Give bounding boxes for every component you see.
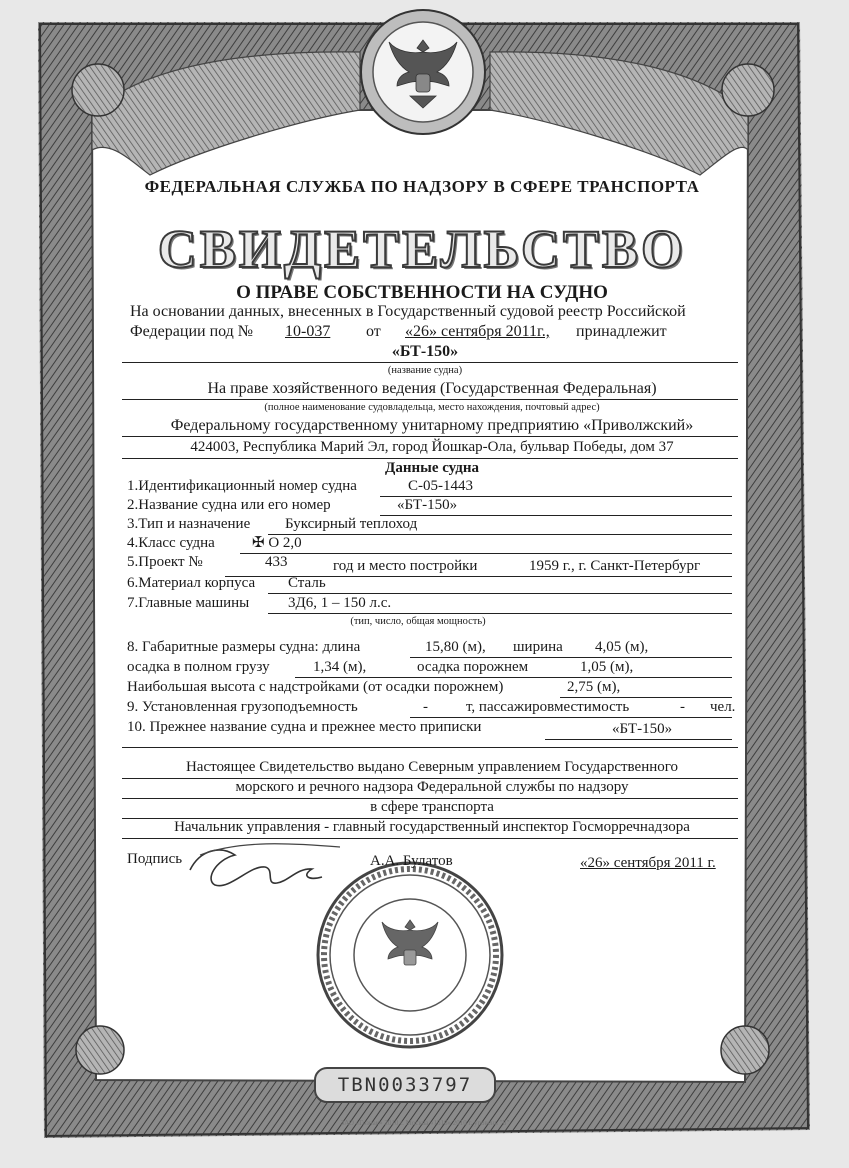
dimensions-underline xyxy=(410,657,732,658)
height-value: 2,75 (м), xyxy=(567,679,621,695)
issued-line-2: морского и речного надзора Федеральной службы по надзору xyxy=(235,779,629,795)
capacity-underline xyxy=(410,717,732,718)
hull-label: 6.Материал корпуса xyxy=(127,575,256,591)
height-underline xyxy=(560,697,732,698)
owner-line-2: Федеральному государственному унитарному предприятию «Приволжский» xyxy=(170,417,694,434)
tonnage-value: - xyxy=(423,699,428,715)
name-value: «БТ-150» xyxy=(397,497,458,513)
name-label: 2.Название судна или его номер xyxy=(127,497,331,513)
serial-number: TBN0033797 xyxy=(337,1074,473,1096)
engines-caption: (тип, число, общая мощность) xyxy=(350,616,486,627)
height-label: Наибольшая высота с надстройками (от осадки порожнем) xyxy=(127,679,504,695)
ship-name-caption: (название судна) xyxy=(387,365,463,376)
separator-line xyxy=(122,747,738,748)
engines-underline xyxy=(268,613,732,614)
draft-empty-label: осадка порожнем xyxy=(417,659,529,675)
position-title: Начальник управления - главный государственный инспектор Госморречнадзора xyxy=(174,819,690,835)
draft-underline xyxy=(295,677,732,678)
ship-name: «БТ-150» xyxy=(391,343,459,360)
owner-address-underline xyxy=(122,458,738,459)
engines-value: 3Д6, 1 – 150 л.с. xyxy=(288,595,392,611)
passengers-value: - xyxy=(680,699,685,715)
register-date: «26» сентября 2011г., xyxy=(405,323,550,340)
ship-data-heading: Данные судна xyxy=(385,460,479,476)
issued-line-1: Настоящее Свидетельство выдано Северным управлением Государственного xyxy=(185,759,679,775)
register-number: 10-037 xyxy=(285,323,331,340)
previous-value: «БТ-150» xyxy=(612,721,673,737)
width-value: 4,05 (м), xyxy=(595,639,649,655)
draft-full-value: 1,34 (м), xyxy=(313,659,367,675)
project-value: 433 xyxy=(265,554,288,570)
signer-name: А.А. Булатов xyxy=(370,853,453,869)
type-underline xyxy=(268,534,732,535)
class-label: 4.Класс судна xyxy=(127,535,215,551)
engines-label: 7.Главные машины xyxy=(127,595,250,611)
type-label: 3.Тип и назначение xyxy=(127,516,251,532)
basis-from: от xyxy=(366,323,381,340)
class-underline xyxy=(240,553,732,554)
owner-caption: (полное наименование судовладельца, место нахождения, почтовый адрес) xyxy=(264,402,600,413)
sign-date: «26» сентября 2011 г. xyxy=(580,855,716,871)
project-label: 5.Проект № xyxy=(127,554,203,570)
passengers-unit: чел. xyxy=(710,699,736,715)
basis-line-2-prefix: Федерации под № xyxy=(130,323,254,340)
belongs-word: принадлежит xyxy=(576,323,667,340)
document-title: СВИДЕТЕЛЬСТВО xyxy=(157,219,687,279)
agency-heading: ФЕДЕРАЛЬНАЯ СЛУЖБА ПО НАДЗОРУ В СФЕРЕ ТРАНСПОРТА xyxy=(144,177,700,196)
name-underline xyxy=(380,515,732,516)
issued-line-3: в сфере транспорта xyxy=(370,799,494,815)
previous-label: 10. Прежнее название судна и прежнее место приписки xyxy=(127,719,482,735)
position-underline xyxy=(122,838,738,839)
capacity-label: 9. Установленная грузоподъемность xyxy=(127,699,358,715)
owner-line-2-underline xyxy=(122,436,738,437)
width-label: ширина xyxy=(513,639,563,655)
hull-value: Сталь xyxy=(288,575,326,591)
hull-underline xyxy=(268,593,732,594)
draft-full-label: осадка в полном грузу xyxy=(127,659,270,675)
id-label: 1.Идентификационный номер судна xyxy=(127,478,357,494)
length-value: 15,80 (м), xyxy=(425,639,486,655)
tonnage-unit: т, пассажировместимость xyxy=(466,699,630,715)
ship-name-underline xyxy=(122,362,738,363)
owner-address: 424003, Республика Марий Эл, город Йошкар-Ола, бульвар Победы, дом 37 xyxy=(190,439,674,455)
printer-note: ЗАО «Гознак» 2010 г. Москва «1516» 2010 г. уровень "Б" xyxy=(340,1119,510,1127)
build-label: год и место постройки xyxy=(333,558,478,574)
owner-line-1: На праве хозяйственного ведения (Государственная Федеральная) xyxy=(207,380,657,397)
dimensions-label: 8. Габаритные размеры судна: длина xyxy=(127,639,361,655)
class-value: ✠ О 2,0 xyxy=(252,535,302,551)
id-value: С-05-1443 xyxy=(408,478,473,494)
document-subtitle: О ПРАВЕ СОБСТВЕННОСТИ НА СУДНО xyxy=(236,282,608,303)
previous-underline xyxy=(545,739,732,740)
type-value: Буксирный теплоход xyxy=(285,516,418,532)
basis-line-1: На основании данных, внесенных в Государственный судовой реестр Российской xyxy=(130,303,686,320)
build-value: 1959 г., г. Санкт-Петербург xyxy=(529,558,701,574)
draft-empty-value: 1,05 (м), xyxy=(580,659,634,675)
signature-label: Подпись xyxy=(127,851,183,867)
owner-line-1-underline xyxy=(122,399,738,400)
